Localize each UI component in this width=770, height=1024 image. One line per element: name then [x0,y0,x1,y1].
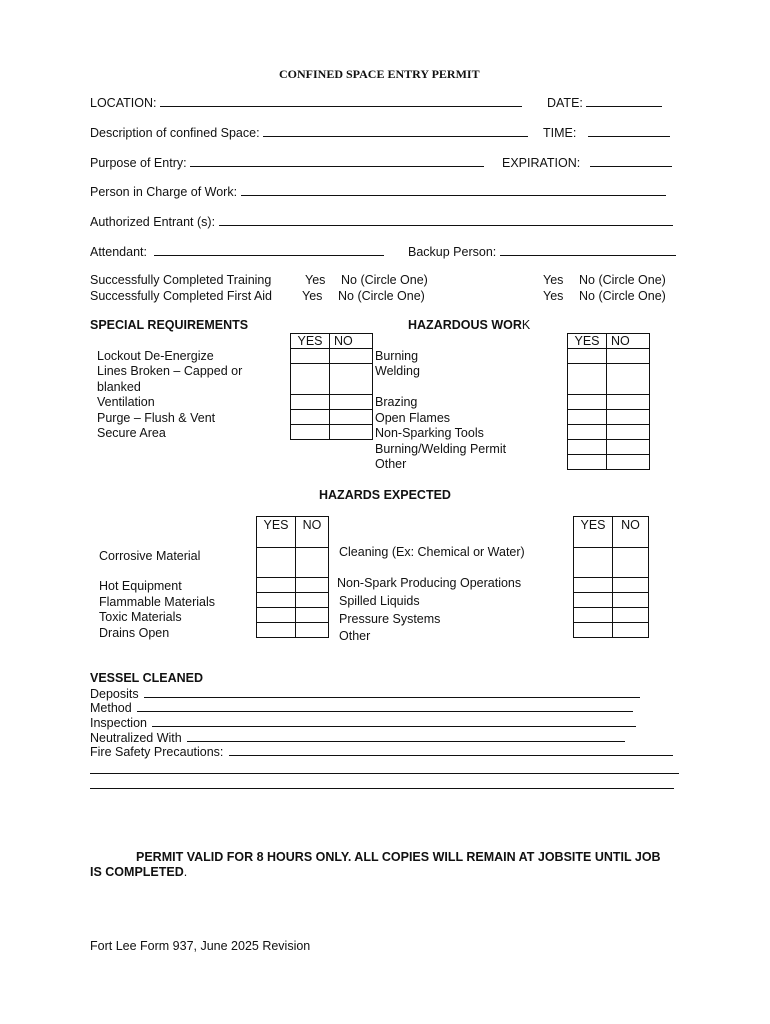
first-aid-right-yes[interactable]: Yes [543,289,564,303]
training-right-yes[interactable]: Yes [543,273,564,287]
special-item: Lockout De-Energize [97,349,214,363]
purpose-input[interactable] [190,155,484,167]
checkbox-cell[interactable] [296,593,329,608]
deposits-label: Deposits [90,687,139,701]
purpose-row [90,155,484,170]
neutralized-input[interactable] [187,730,625,742]
training-label: Successfully Completed Training [90,273,272,287]
hazardous-work-item: Welding [375,364,420,378]
location-label: LOCATION: [90,96,157,110]
hazardous-work-heading-text: HAZARDOUS WOR [408,318,522,332]
checkbox-cell[interactable] [291,410,330,425]
checkbox-cell[interactable] [607,455,650,470]
hazardous-work-item: Open Flames [375,411,451,425]
special-item: Lines Broken – Capped or [97,364,243,378]
date-input[interactable] [586,95,662,107]
expiration-label: EXPIRATION: [502,156,581,170]
hazard-item: Other [339,629,371,643]
checkbox-cell[interactable] [568,349,607,364]
checkbox-cell[interactable] [613,623,649,638]
hazard-item: Pressure Systems [339,612,441,626]
time-input[interactable] [588,125,670,137]
location-input[interactable] [160,95,522,107]
deposits-row [90,686,640,701]
permit-notice-line-2 [90,865,187,879]
checkbox-cell[interactable] [296,608,329,623]
purpose-label: Purpose of Entry: [90,156,187,170]
checkbox-cell[interactable] [613,593,649,608]
hazard-item: Cleaning (Ex: Chemical or Water) [339,545,525,559]
no-header: NO [330,334,373,349]
checkbox-cell[interactable] [568,440,607,455]
checkbox-cell[interactable] [257,593,296,608]
checkbox-cell[interactable] [613,548,649,578]
checkbox-cell[interactable] [257,623,296,638]
hazardous-work-heading [408,318,530,332]
checkbox-cell[interactable] [330,349,373,364]
special-requirements-table [290,333,373,440]
special-item: Purge – Flush & Vent [97,411,216,425]
checkbox-cell[interactable] [257,578,296,593]
checkbox-cell[interactable] [291,364,330,395]
training-yes[interactable]: Yes [305,273,326,287]
inspection-label: Inspection [90,716,147,730]
date-row [547,95,662,110]
checkbox-cell[interactable] [613,578,649,593]
checkbox-cell[interactable] [607,395,650,410]
checkbox-cell[interactable] [257,608,296,623]
time-label: TIME: [543,126,577,140]
backup-person-label: Backup Person: [408,245,497,259]
hazards-expected-heading: HAZARDS EXPECTED [319,488,451,502]
method-input[interactable] [137,700,633,712]
time-row [543,125,670,140]
fire-safety-line-2[interactable] [90,773,679,774]
hazard-item: Spilled Liquids [339,594,420,608]
expiration-row [502,155,672,170]
hazardous-work-item: Burning/Welding Permit [375,442,507,456]
attendant-row [90,244,384,259]
backup-person-input[interactable] [500,244,676,256]
checkbox-cell[interactable] [574,593,613,608]
attendant-input[interactable] [154,244,384,256]
vessel-cleaned-heading: VESSEL CLEANED [90,671,203,685]
hazards-right-table [573,516,649,638]
no-header: NO [613,517,649,548]
hazard-item: Hot Equipment [99,579,182,593]
permit-notice-line-2-tail: . [183,865,188,879]
description-label: Description of confined Space: [90,126,260,140]
checkbox-cell[interactable] [296,548,329,578]
special-item: Ventilation [97,395,155,409]
description-input[interactable] [263,125,528,137]
authorized-entrant-input[interactable] [219,214,673,226]
checkbox-cell[interactable] [607,349,650,364]
person-in-charge-label: Person in Charge of Work: [90,185,238,199]
checkbox-cell[interactable] [568,364,607,395]
training-no[interactable]: No (Circle One) [341,273,428,287]
hazard-item: Flammable Materials [99,595,216,609]
checkbox-cell[interactable] [296,578,329,593]
hazardous-work-item: Other [375,457,407,471]
hazard-item: Non-Spark Producing Operations [337,576,522,590]
hazardous-work-item: Non-Sparking Tools [375,426,484,440]
checkbox-cell[interactable] [330,395,373,410]
authorized-entrant-label: Authorized Entrant (s): [90,215,216,229]
method-label: Method [90,701,132,715]
hazard-item: Toxic Materials [99,610,182,624]
checkbox-cell[interactable] [574,608,613,623]
no-header: NO [296,517,329,548]
special-requirements-heading: SPECIAL REQUIREMENTS [90,318,249,332]
hazardous-work-item: Brazing [375,395,418,409]
first-aid-label: Successfully Completed First Aid [90,289,273,303]
form-revision: Fort Lee Form 937, June 2025 Revision [90,939,311,953]
checkbox-cell[interactable] [574,548,613,578]
checkbox-cell[interactable] [607,364,650,395]
checkbox-cell[interactable] [291,425,330,440]
hazards-left-table [256,516,329,638]
attendant-label: Attendant: [90,245,147,259]
checkbox-cell[interactable] [574,623,613,638]
fire-safety-input[interactable] [229,744,673,756]
hazardous-work-table [567,333,650,470]
first-aid-right-no[interactable]: No (Circle One) [579,289,666,303]
checkbox-cell[interactable] [330,425,373,440]
hazard-item: Corrosive Material [99,549,201,563]
checkbox-cell[interactable] [291,395,330,410]
deposits-input[interactable] [144,686,640,698]
checkbox-cell[interactable] [296,623,329,638]
checkbox-cell[interactable] [607,410,650,425]
checkbox-cell[interactable] [574,578,613,593]
page-title: CONFINED SPACE ENTRY PERMIT [279,67,480,81]
fire-safety-row [90,744,673,759]
permit-notice: PERMIT VALID FOR 8 HOURS ONLY. ALL COPIES WILL REMAIN AT JOBSITE UNTIL JOB [136,850,661,864]
date-label: DATE: [547,96,583,110]
checkbox-cell[interactable] [330,410,373,425]
checkbox-cell[interactable] [330,364,373,395]
first-aid-no[interactable]: No (Circle One) [338,289,425,303]
backup-person-row [408,244,676,259]
authorized-entrant-row [90,214,673,229]
first-aid-yes[interactable]: Yes [302,289,323,303]
inspection-input[interactable] [152,715,636,727]
checkbox-cell[interactable] [613,608,649,623]
person-in-charge-row [90,184,666,199]
yes-header: YES [257,517,296,548]
fire-safety-line-3[interactable] [90,788,674,789]
checkbox-cell[interactable] [607,440,650,455]
neutralized-row [90,730,625,745]
hazardous-work-heading-tail: K [521,318,531,332]
checkbox-cell[interactable] [257,548,296,578]
description-row [90,125,528,140]
permit-notice-line-2-text: IS COMPLETED [90,865,184,879]
checkbox-cell[interactable] [568,425,607,440]
hazardous-work-item: Burning [375,349,419,363]
checkbox-cell[interactable] [607,425,650,440]
fire-safety-label: Fire Safety Precautions: [90,745,224,759]
expiration-input[interactable] [590,155,672,167]
special-item: Secure Area [97,426,166,440]
neutralized-label: Neutralized With [90,731,182,745]
special-item: blanked [97,380,141,394]
no-header: NO [607,334,650,349]
checkbox-cell[interactable] [568,455,607,470]
training-right-no[interactable]: No (Circle One) [579,273,666,287]
inspection-row [90,715,636,730]
checkbox-cell[interactable] [568,395,607,410]
yes-header: YES [574,517,613,548]
location-row [90,95,522,110]
yes-header: YES [568,334,607,349]
checkbox-cell[interactable] [568,410,607,425]
method-row [90,700,633,715]
yes-header: YES [291,334,330,349]
hazard-item: Drains Open [99,626,170,640]
checkbox-cell[interactable] [291,349,330,364]
person-in-charge-input[interactable] [241,184,666,196]
